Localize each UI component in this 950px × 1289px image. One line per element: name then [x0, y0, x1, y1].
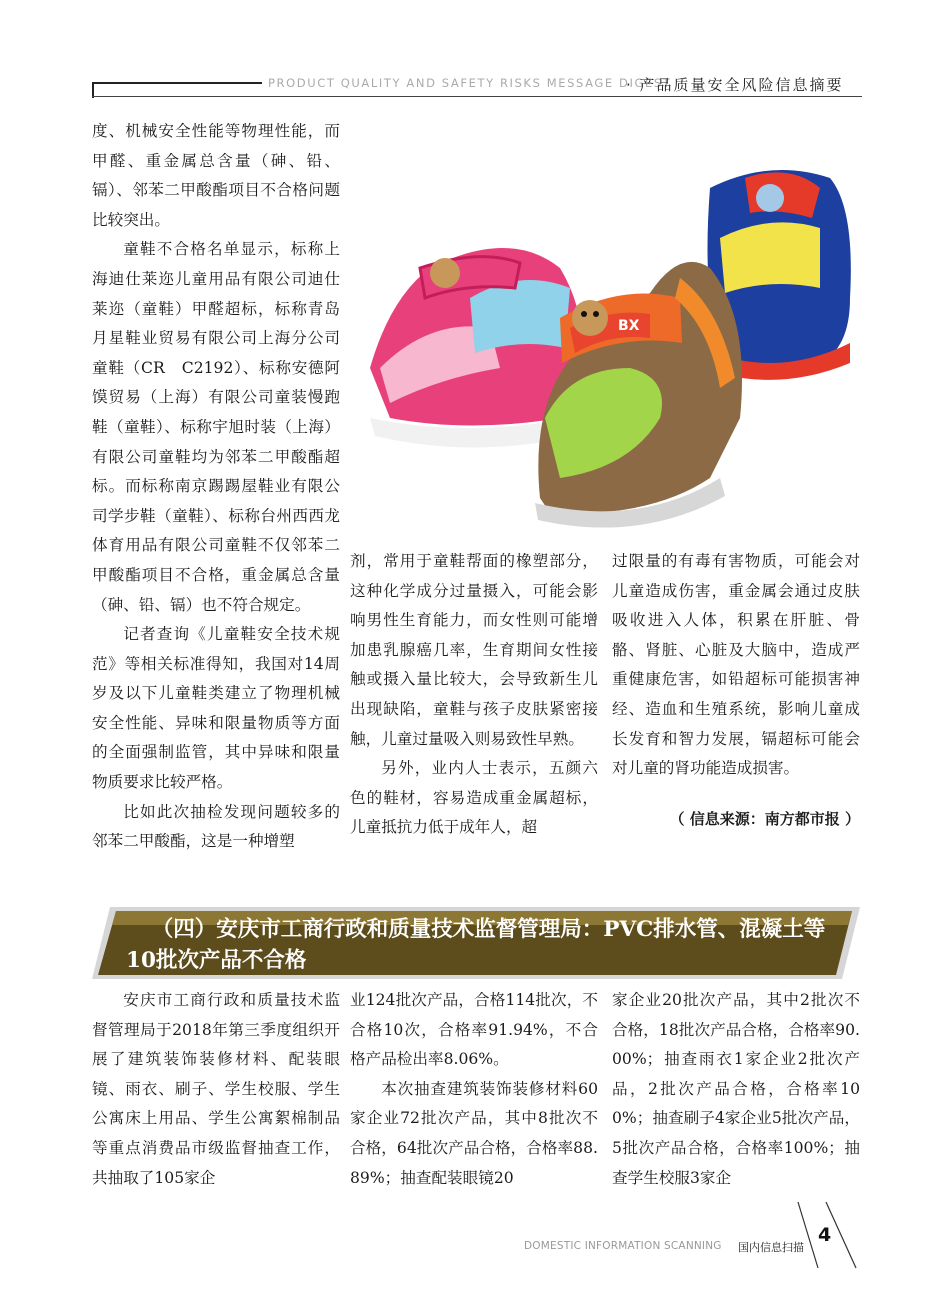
article1-column-2: [350, 547, 598, 843]
childrens-shoes-photo: [350, 118, 862, 532]
section-title: （四）安庆市工商行政和质量技术监督管理局：PVC排水管、混凝土等10批次产品不合格: [126, 917, 826, 973]
section4-column-3: [612, 986, 860, 1193]
paragraph: 剂，常用于童鞋帮面的橡塑部分，这种化学成分过量摄入，可能会影响男性生育能力，而女性则可能增加患乳腺癌几率，生育期间女性接触或摄入量比较大，会导致新生儿出现缺陷，童鞋与孩子皮肤紧密接触，儿童过量吸入则易致性早熟。: [350, 552, 598, 748]
paragraph: 另外，业内人士表示，五颜六色的鞋材，容易造成重金属超标，儿童抵抗力低于成年人，超: [350, 759, 598, 837]
paragraph: 过限量的有毒有害物质，可能会对儿童造成伤害，重金属会通过皮肤吸收进入人体，积累在肝脏、骨骼、肾脏、心脏及大脑中，造成严重健康危害，如铅超标可能损害神经、造血和生殖系统，影响儿童成长发育和智力发展，镉超标可能会对儿童的肾功能造成损害。: [612, 552, 860, 778]
paragraph: 业124批次产品，合格114批次，不合格10次，合格率91.94%，不合格产品检出率8.06%。: [350, 991, 598, 1069]
footer-english: DOMESTIC INFORMATION SCANNING: [524, 1240, 722, 1252]
paragraph: 比如此次抽检发现问题较多的邻苯二甲酸酯，这是一种增塑: [92, 802, 340, 851]
article1-column-3: [612, 547, 860, 784]
section4-column-2: [350, 986, 598, 1193]
paragraph: 记者查询《儿童鞋安全技术规范》等相关标准得知，我国对14周岁及以下儿童鞋类建立了物理机械安全性能、异味和限量物质等方面的全面强制监管，其中异味和限量物质要求比较严格。: [92, 625, 340, 792]
paragraph: 家企业20批次产品，其中2批次不合格，18批次产品合格，合格率90.00%；抽查雨衣1家企业2批次产品，2批次产品合格，合格率100%；抽查刷子4家企业5批次产品，5批次产品合格，合格率100%；抽查学生校服3家企: [612, 991, 860, 1187]
page-number: 4: [818, 1224, 832, 1246]
section4-column-1: [92, 986, 340, 1193]
footer-chinese: 国内信息扫描: [738, 1241, 804, 1254]
paragraph: 童鞋不合格名单显示，标称上海迪仕莱迩儿童用品有限公司迪仕莱迩（童鞋）甲醛超标，标称青岛月星鞋业贸易有限公司上海分公司童鞋（CR C2192）、标称安德阿馍贸易（上海）有限公司童装慢跑鞋（童鞋）、标称宇旭时装（上海）有限公司童鞋均为邻苯二甲酸酯超标。而标称南京踢踢屋鞋业有限公司学步鞋（童鞋）、标称台州西西龙体育用品有限公司童鞋不仅邻苯二甲酸酯项目不合格，重金属总含量（砷、铅、镉）也不符合规定。: [92, 240, 340, 614]
header-rule: [92, 82, 262, 84]
paragraph: 安庆市工商行政和质量技术监督管理局于2018年第三季度组织开展了建筑装饰装修材料、配装眼镜、雨衣、刷子、学生校服、学生公寓床上用品、学生公寓絮棉制品等重点消费品市级监督抽查工作，共抽取了105家企: [92, 991, 340, 1187]
paragraph: 本次抽查建筑装饰装修材料60家企业72批次产品，其中8批次不合格，64批次产品合格，合格率88.89%；抽查配装眼镜20: [350, 1079, 598, 1187]
header-underline: [92, 96, 862, 97]
header-english: PRODUCT QUALITY AND SAFETY RISKS MESSAGE DIGEST: [268, 76, 672, 90]
paragraph: 度、机械安全性能等物理性能，而甲醛、重金属总含量（砷、铅、镉）、邻苯二甲酸酯项目不合格问题比较突出。: [92, 122, 340, 229]
source-credit: （ 信息来源：南方都市报 ）: [669, 810, 860, 828]
shoe-badge-text: BX: [618, 318, 640, 334]
header-chinese: · 产品质量安全风险信息摘要: [626, 76, 844, 94]
article1-column-1: [92, 117, 340, 857]
